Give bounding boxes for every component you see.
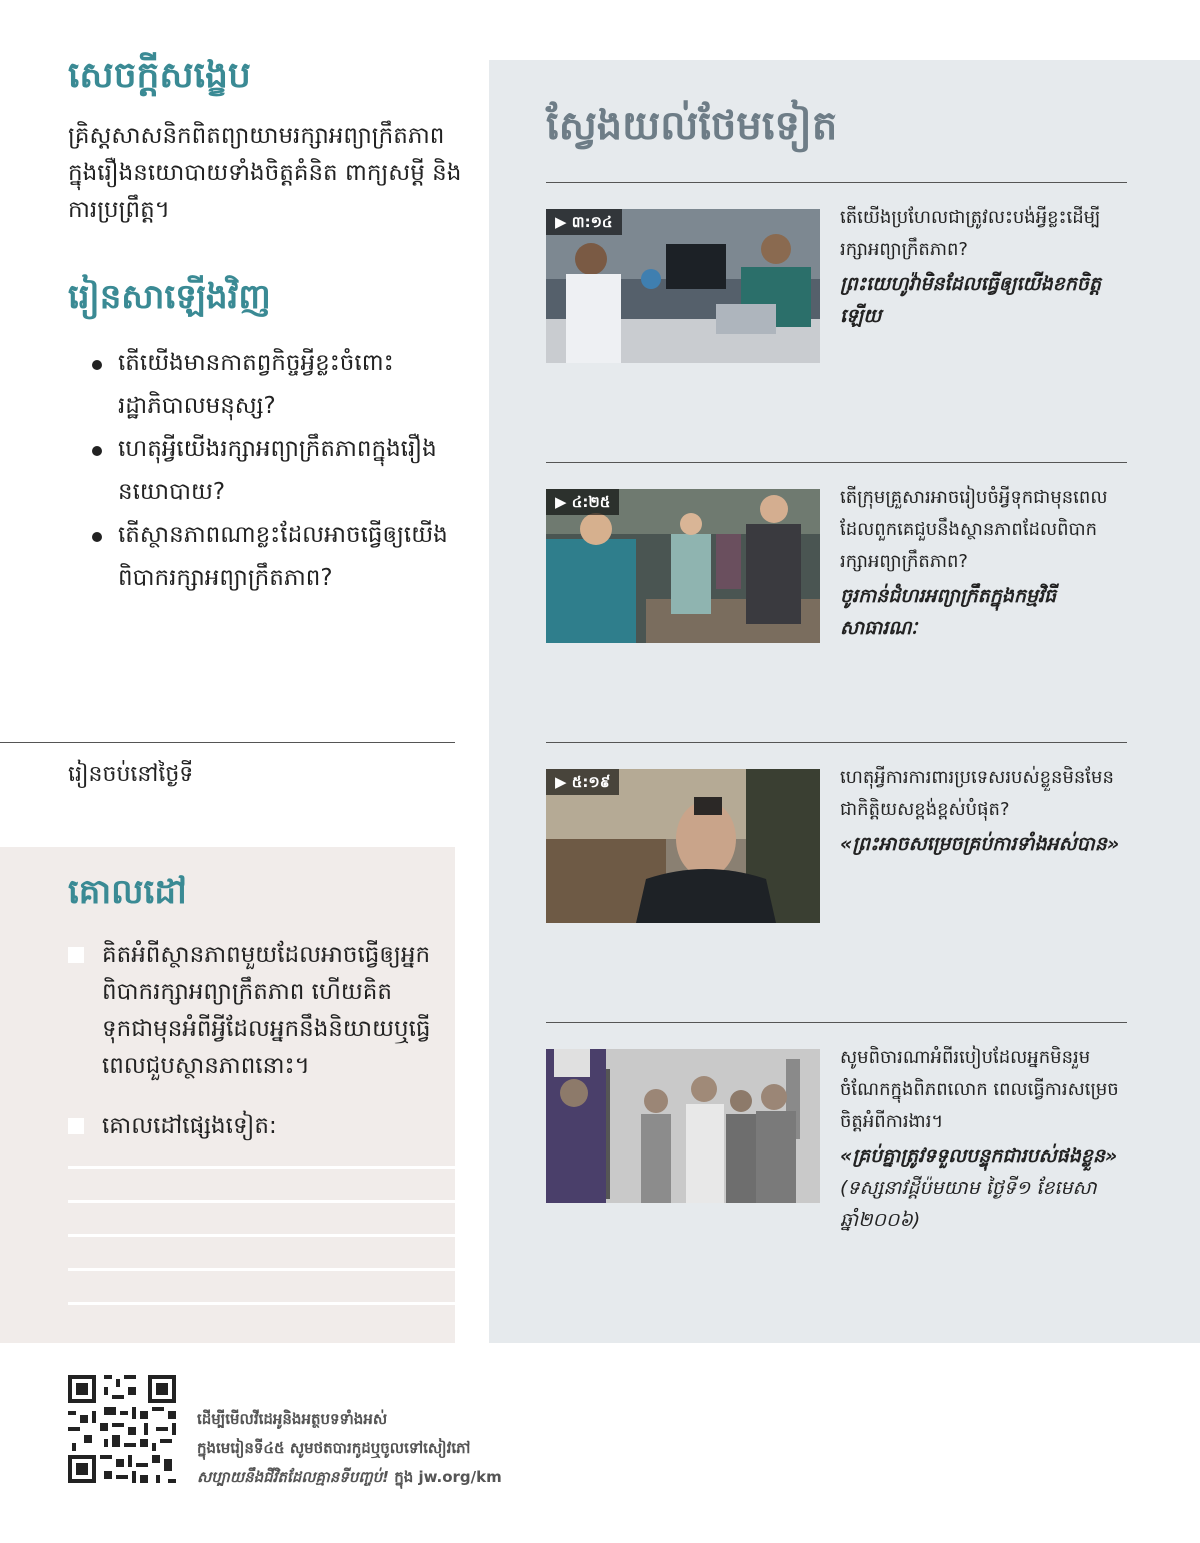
section-rule (546, 742, 1127, 743)
citation-source: (ទស្សនាវដ្ដីប៉មយាម ថ្ងៃទី១ ខែមេសា ឆ្នាំ២០០៦) (840, 1177, 1097, 1231)
divider (0, 742, 455, 743)
goal-item (68, 937, 443, 1085)
completed-date-label: រៀនចប់នៅថ្ងៃទី (68, 762, 194, 787)
resource-item (840, 1042, 1125, 1236)
resource-item (840, 762, 1125, 860)
resource-question: តើយើងប្រហែលជាត្រូវលះបង់អ្វីខ្លះដើម្បីរក្សាអព្យាក្រឹតភាព? (840, 207, 1101, 260)
goal-item (68, 1108, 443, 1145)
resource-question: តើក្រុមគ្រួសារអាចរៀបចំអ្វីទុកជាមុនពេលដែលពួកគេជួបនឹងស្ថានភាពដែលពិបាករក្សាអព្យាក្រឹតភាព? (840, 487, 1108, 572)
resource-question: ហេតុអ្វីការការពារប្រទេសរបស់ខ្លួនមិនមែនជាកិត្តិយសខ្ពង់ខ្ពស់បំផុត? (840, 767, 1114, 820)
resource-question: សូមពិចារណាអំពីរបៀបដែលអ្នកមិនរួមចំណែកក្នុងពិភពលោក ពេលធ្វើការសម្រេចចិត្តអំពីការងារ។ (840, 1047, 1119, 1132)
section-rule (546, 1022, 1127, 1023)
resource-citation[interactable] (840, 1140, 1125, 1236)
website-link[interactable]: ក្នុង jw.org/km (389, 1468, 502, 1486)
goal-text: គោលដៅផ្សេងទៀត: (102, 1113, 277, 1139)
video-duration: ▶ ៥:១៩ (546, 769, 619, 795)
summary-text: គ្រិស្តសាសនិកពិតព្យាយាមរក្សាអព្យាក្រឹតភាពក្នុងរឿងនយោបាយទាំងចិត្តគំនិត ពាក្យសម្ដី និងការប្រព្រឹត្ត។ (68, 123, 462, 223)
book-title: សប្បាយនឹងជីវិតដែលគ្មានទីបញ្ចប់! (197, 1468, 389, 1486)
footer-line: ដើម្បីមើលវីដេអូនិងអត្ថបទទាំងអស់ (197, 1410, 388, 1428)
goal-text: គិតអំពីស្ថានភាពមួយដែលអាចធ្វើឲ្យអ្នកពិបាករក្សាអព្យាក្រឹតភាព ហើយគិតទុកជាមុនអំពីអ្វីដែលអ្នកនឹងនិយាយឬធ្វើពេលជួបស្ថានភាពនោះ។ (102, 942, 431, 1079)
resource-item (840, 202, 1125, 332)
write-line[interactable] (68, 1200, 455, 1203)
video-duration: ▶ ៣:១៤ (546, 209, 622, 235)
resource-title-link[interactable]: ចូរកាន់ជំហរអព្យាក្រឹតក្នុងកម្មវិធីសាធារណៈ (840, 585, 1057, 639)
write-line[interactable] (68, 1166, 455, 1169)
section-rule (546, 462, 1127, 463)
review-list (92, 342, 452, 600)
write-line[interactable] (68, 1234, 455, 1237)
summary-heading: សេចក្ដីសង្ខេប (68, 55, 251, 96)
goal-checkbox[interactable] (68, 1118, 84, 1134)
video-thumbnail[interactable] (546, 489, 820, 643)
write-line[interactable] (68, 1268, 455, 1271)
explore-heading: ស្វែងយល់ថែមទៀត (546, 103, 838, 149)
resource-title-link[interactable]: ព្រះយេហូវ៉ាមិនដែលធ្វើឲ្យយើងខកចិត្តឡើយ (840, 273, 1101, 327)
write-line[interactable] (68, 1302, 455, 1305)
resource-title-link[interactable]: «ព្រះអាចសម្រេចគ្រប់ការទាំងអស់បាន» (840, 833, 1120, 855)
goal-checkbox[interactable] (68, 947, 84, 963)
ancient-scene-image (546, 1049, 820, 1203)
qr-code-icon[interactable] (68, 1375, 176, 1483)
resource-title-link[interactable]: «គ្រប់គ្នាត្រូវទទួលបន្ទុកជារបស់ផងខ្លួន» (840, 1145, 1118, 1167)
video-thumbnail[interactable] (546, 769, 820, 923)
review-heading: រៀនសាឡើងវិញ (68, 277, 271, 317)
review-question: ហេតុអ្វីយើងរក្សាអព្យាក្រឹតភាពក្នុងរឿងនយោបាយ? (92, 428, 452, 514)
footer-line: ក្នុងមេរៀនទី៤៥ សូមថតបារកូដឬចូលទៅសៀវភៅ (197, 1439, 471, 1457)
review-question: តើស្ថានភាពណាខ្លះដែលអាចធ្វើឲ្យយើងពិបាករក្សាអព្យាក្រឹតភាព? (92, 514, 452, 600)
review-question: តើយើងមានកាតព្វកិច្ចអ្វីខ្លះចំពោះរដ្ឋាភិបាលមនុស្ស? (92, 342, 452, 428)
goals-heading: គោលដៅ (68, 872, 187, 912)
video-thumbnail[interactable] (546, 209, 820, 363)
video-duration: ▶ ៤:២៥ (546, 489, 619, 515)
resource-item (840, 482, 1125, 644)
section-rule (546, 182, 1127, 183)
footer-line (197, 1463, 597, 1492)
footer-instructions (197, 1405, 597, 1492)
article-thumbnail[interactable] (546, 1049, 820, 1203)
